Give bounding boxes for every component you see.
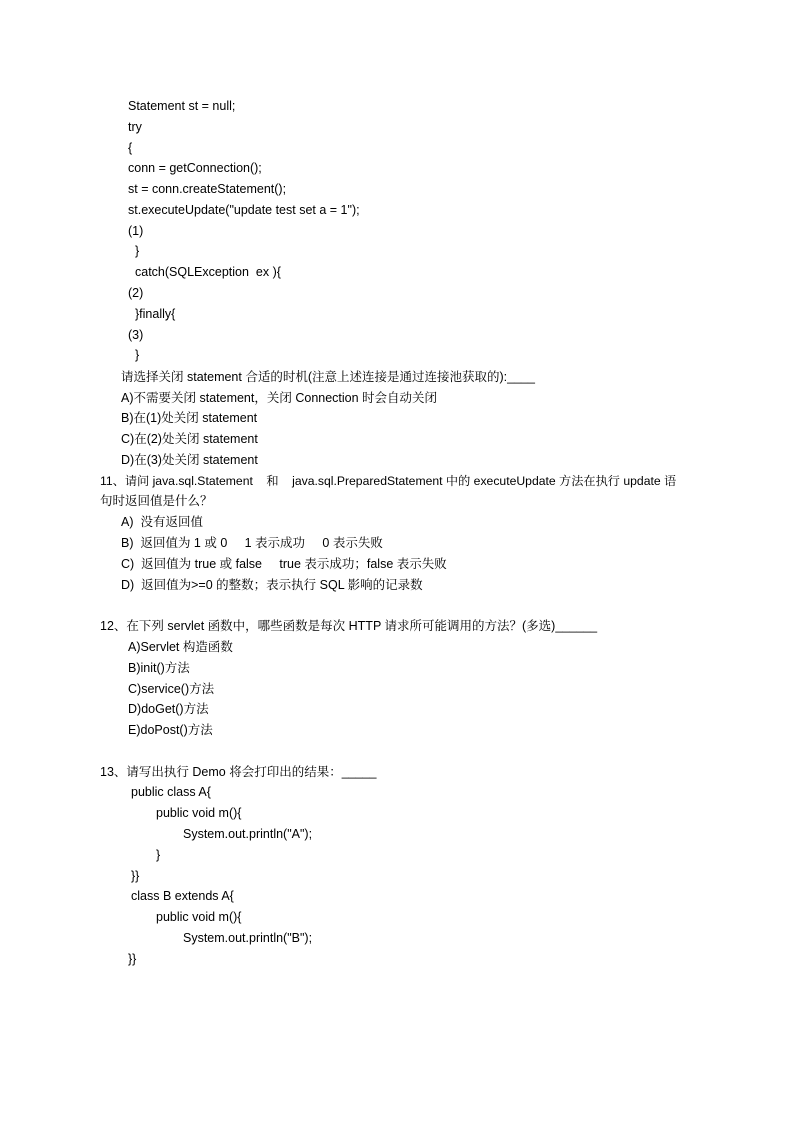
- question-prompt: 13、请写出执行 Demo 将会打印出的结果：_____: [100, 765, 377, 779]
- answer-option: E)doPost()方法: [128, 723, 213, 737]
- answer-option: A)Servlet 构造函数: [128, 640, 233, 654]
- code-line: public void m(){: [156, 910, 242, 924]
- answer-option: C)service()方法: [128, 682, 215, 696]
- answer-option: A) 没有返回值: [121, 515, 203, 529]
- code-line: }: [135, 244, 140, 258]
- code-line: class B extends A{: [131, 889, 234, 903]
- code-line: try: [128, 120, 142, 134]
- answer-option: D)doGet()方法: [128, 702, 209, 716]
- question-prompt: 11、请问 java.sql.Statement 和 java.sql.PreparedStatement 中的 executeUpdate 方法在执行 update 语: [100, 474, 677, 488]
- answer-option: B) 返回值为 1 或 0 1 表示成功 0 表示失败: [121, 536, 383, 550]
- code-line: System.out.println("B");: [183, 931, 313, 945]
- answer-option: A)不需要关闭 statement，关闭 Connection 时会自动关闭: [121, 391, 438, 405]
- question-prompt: 12、在下列 servlet 函数中，哪些函数是每次 HTTP 请求所可能调用的方法？(多选)______: [100, 619, 598, 633]
- answer-option: B)在(1)处关闭 statement: [121, 411, 258, 425]
- answer-option: D)在(3)处关闭 statement: [121, 453, 258, 467]
- code-line: catch(SQLException ex ){: [135, 265, 281, 279]
- answer-option: C)在(2)处关闭 statement: [121, 432, 258, 446]
- code-line: }}: [128, 952, 137, 966]
- answer-option: B)init()方法: [128, 661, 190, 675]
- code-line: st = conn.createStatement();: [128, 182, 287, 196]
- code-line: System.out.println("A");: [183, 827, 313, 841]
- code-line: conn = getConnection();: [128, 161, 262, 175]
- code-line: st.executeUpdate("update test set a = 1");: [128, 203, 360, 217]
- code-line: (2): [128, 286, 144, 300]
- code-line: }}: [131, 869, 140, 883]
- code-line: }: [135, 348, 140, 362]
- code-line: {: [128, 141, 133, 155]
- code-line: public class A{: [131, 785, 211, 799]
- code-line: (3): [128, 328, 144, 342]
- code-line: public void m(){: [156, 806, 242, 820]
- answer-option: D) 返回值为>=0 的整数；表示执行 SQL 影响的记录数: [121, 578, 423, 592]
- question-prompt-continued: 句时返回值是什么？: [100, 494, 213, 508]
- code-line: Statement st = null;: [128, 99, 236, 113]
- code-line: (1): [128, 224, 144, 238]
- code-line: }finally{: [135, 307, 176, 321]
- question-prompt: 请选择关闭 statement 合适的时机(注意上述连接是通过连接池获取的):____: [121, 370, 535, 384]
- code-line: }: [156, 848, 161, 862]
- answer-option: C) 返回值为 true 或 false true 表示成功；false 表示失败: [121, 557, 447, 571]
